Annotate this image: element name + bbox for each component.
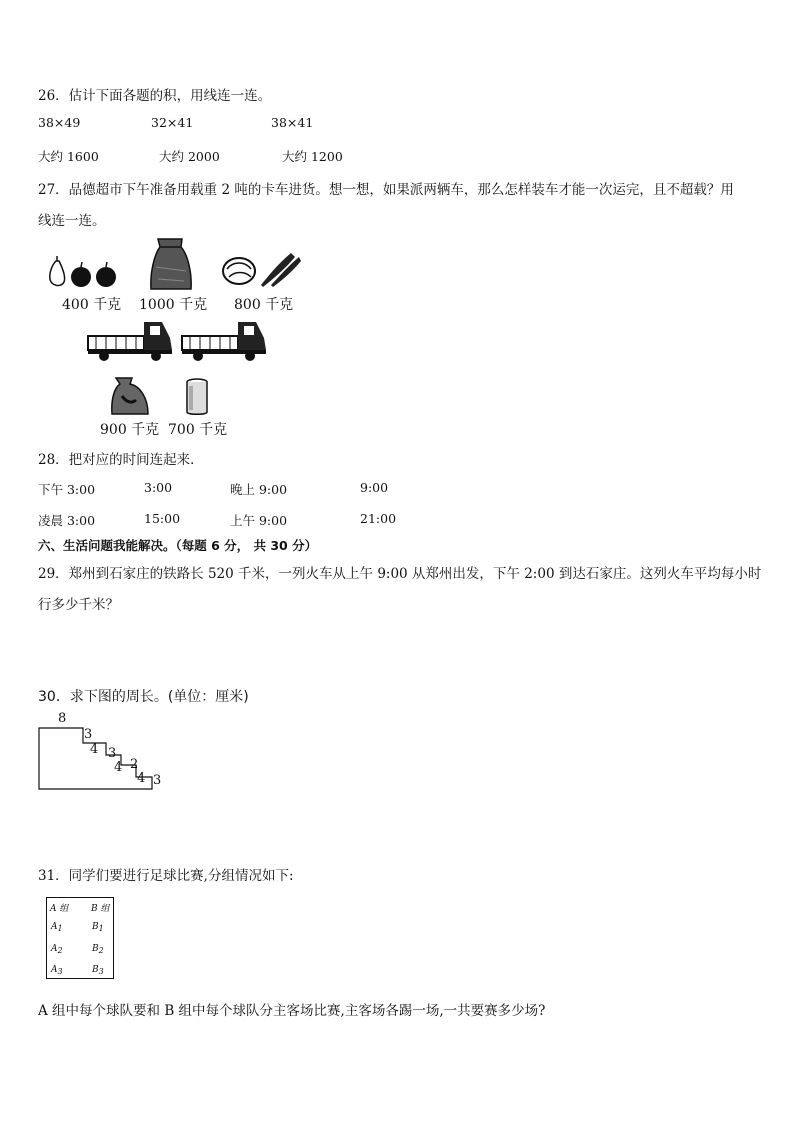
truck-icon-1	[86, 318, 174, 366]
fig-label-s1: 4	[90, 742, 99, 757]
fig-label-r2: 3	[108, 746, 117, 761]
team-a1: A1	[51, 922, 63, 933]
q26-product-2: 32×41	[151, 115, 194, 130]
goods-label-800: 800 千克	[234, 297, 294, 313]
team-b1: B1	[92, 922, 104, 933]
group-table	[46, 897, 114, 979]
fig-label-r4: 3	[153, 773, 162, 788]
group-a-header: A 组	[50, 904, 69, 914]
q30-prompt: 30．求下图的周长。(单位：厘米)	[38, 689, 249, 705]
team-a3: A3	[51, 965, 63, 976]
vegetables-icon	[221, 249, 303, 293]
barrel-icon	[185, 378, 209, 420]
q28-r2c4: 21:00	[360, 511, 397, 526]
fig-label-top: 8	[58, 711, 67, 726]
fig-label-s3: 4	[137, 771, 146, 786]
group-b-header: B 组	[91, 904, 110, 914]
q26-estimate-1: 大约 1600	[38, 149, 99, 164]
q26-estimate-2: 大约 2000	[159, 149, 220, 164]
fig-label-r3: 2	[130, 757, 139, 772]
section-title: 六、生活问题我能解决。（每题 6 分， 共 30 分）	[38, 538, 318, 553]
goods-label-700: 700 千克	[168, 422, 228, 438]
q26-estimate-3: 大约 1200	[282, 149, 343, 164]
fig-label-r1: 3	[84, 727, 93, 742]
truck-icon-2	[180, 318, 268, 366]
q31-question: A 组中每个球队要和 B 组中每个球队分主客场比赛,主客场各踢一场,一共要赛多少场?	[38, 1003, 546, 1019]
q26-prompt: 26．估计下面各题的积，用线连一连。	[38, 88, 272, 104]
q28-r2c1: 凌晨 3:00	[38, 513, 96, 528]
team-a2: A2	[51, 944, 63, 955]
team-b2: B2	[92, 944, 104, 955]
q26-product-1: 38×49	[38, 115, 81, 130]
q28-r1c4: 9:00	[360, 480, 389, 495]
bag-icon	[108, 376, 152, 420]
team-b3: B3	[92, 965, 104, 976]
goods-label-400: 400 千克	[62, 297, 122, 313]
q28-r1c3: 晚上 9:00	[230, 482, 288, 497]
staircase-figure	[36, 712, 166, 796]
q28-r1c2: 3:00	[144, 480, 173, 495]
fig-label-s2: 4	[114, 760, 123, 775]
q29-line1: 29．郑州到石家庄的铁路长 520 千米，一列火车从上午 9:00 从郑州出发，下午 2:00 到达石家庄。这列火车平均每小时	[38, 566, 762, 582]
q28-r1c1: 下午 3:00	[38, 482, 96, 497]
fruit-icon	[46, 255, 120, 293]
q29-line2: 行多少千米？	[38, 597, 119, 613]
q26-product-3: 38×41	[271, 115, 314, 130]
goods-label-1000: 1000 千克	[139, 297, 208, 313]
q27-prompt-line2: 线连一连。	[38, 213, 106, 229]
q28-prompt: 28．把对应的时间连起来．	[38, 452, 204, 468]
q27-prompt-line1: 27．品德超市下午准备用载重 2 吨的卡车进货。想一想，如果派两辆车，那么怎样装车才能一次运完，且不超载？用	[38, 182, 734, 198]
q28-r2c2: 15:00	[144, 511, 181, 526]
q28-r2c3: 上午 9:00	[230, 513, 288, 528]
q31-prompt: 31．同学们要进行足球比赛,分组情况如下:	[38, 868, 294, 884]
sack-icon	[148, 237, 194, 295]
goods-label-900: 900 千克	[100, 422, 160, 438]
